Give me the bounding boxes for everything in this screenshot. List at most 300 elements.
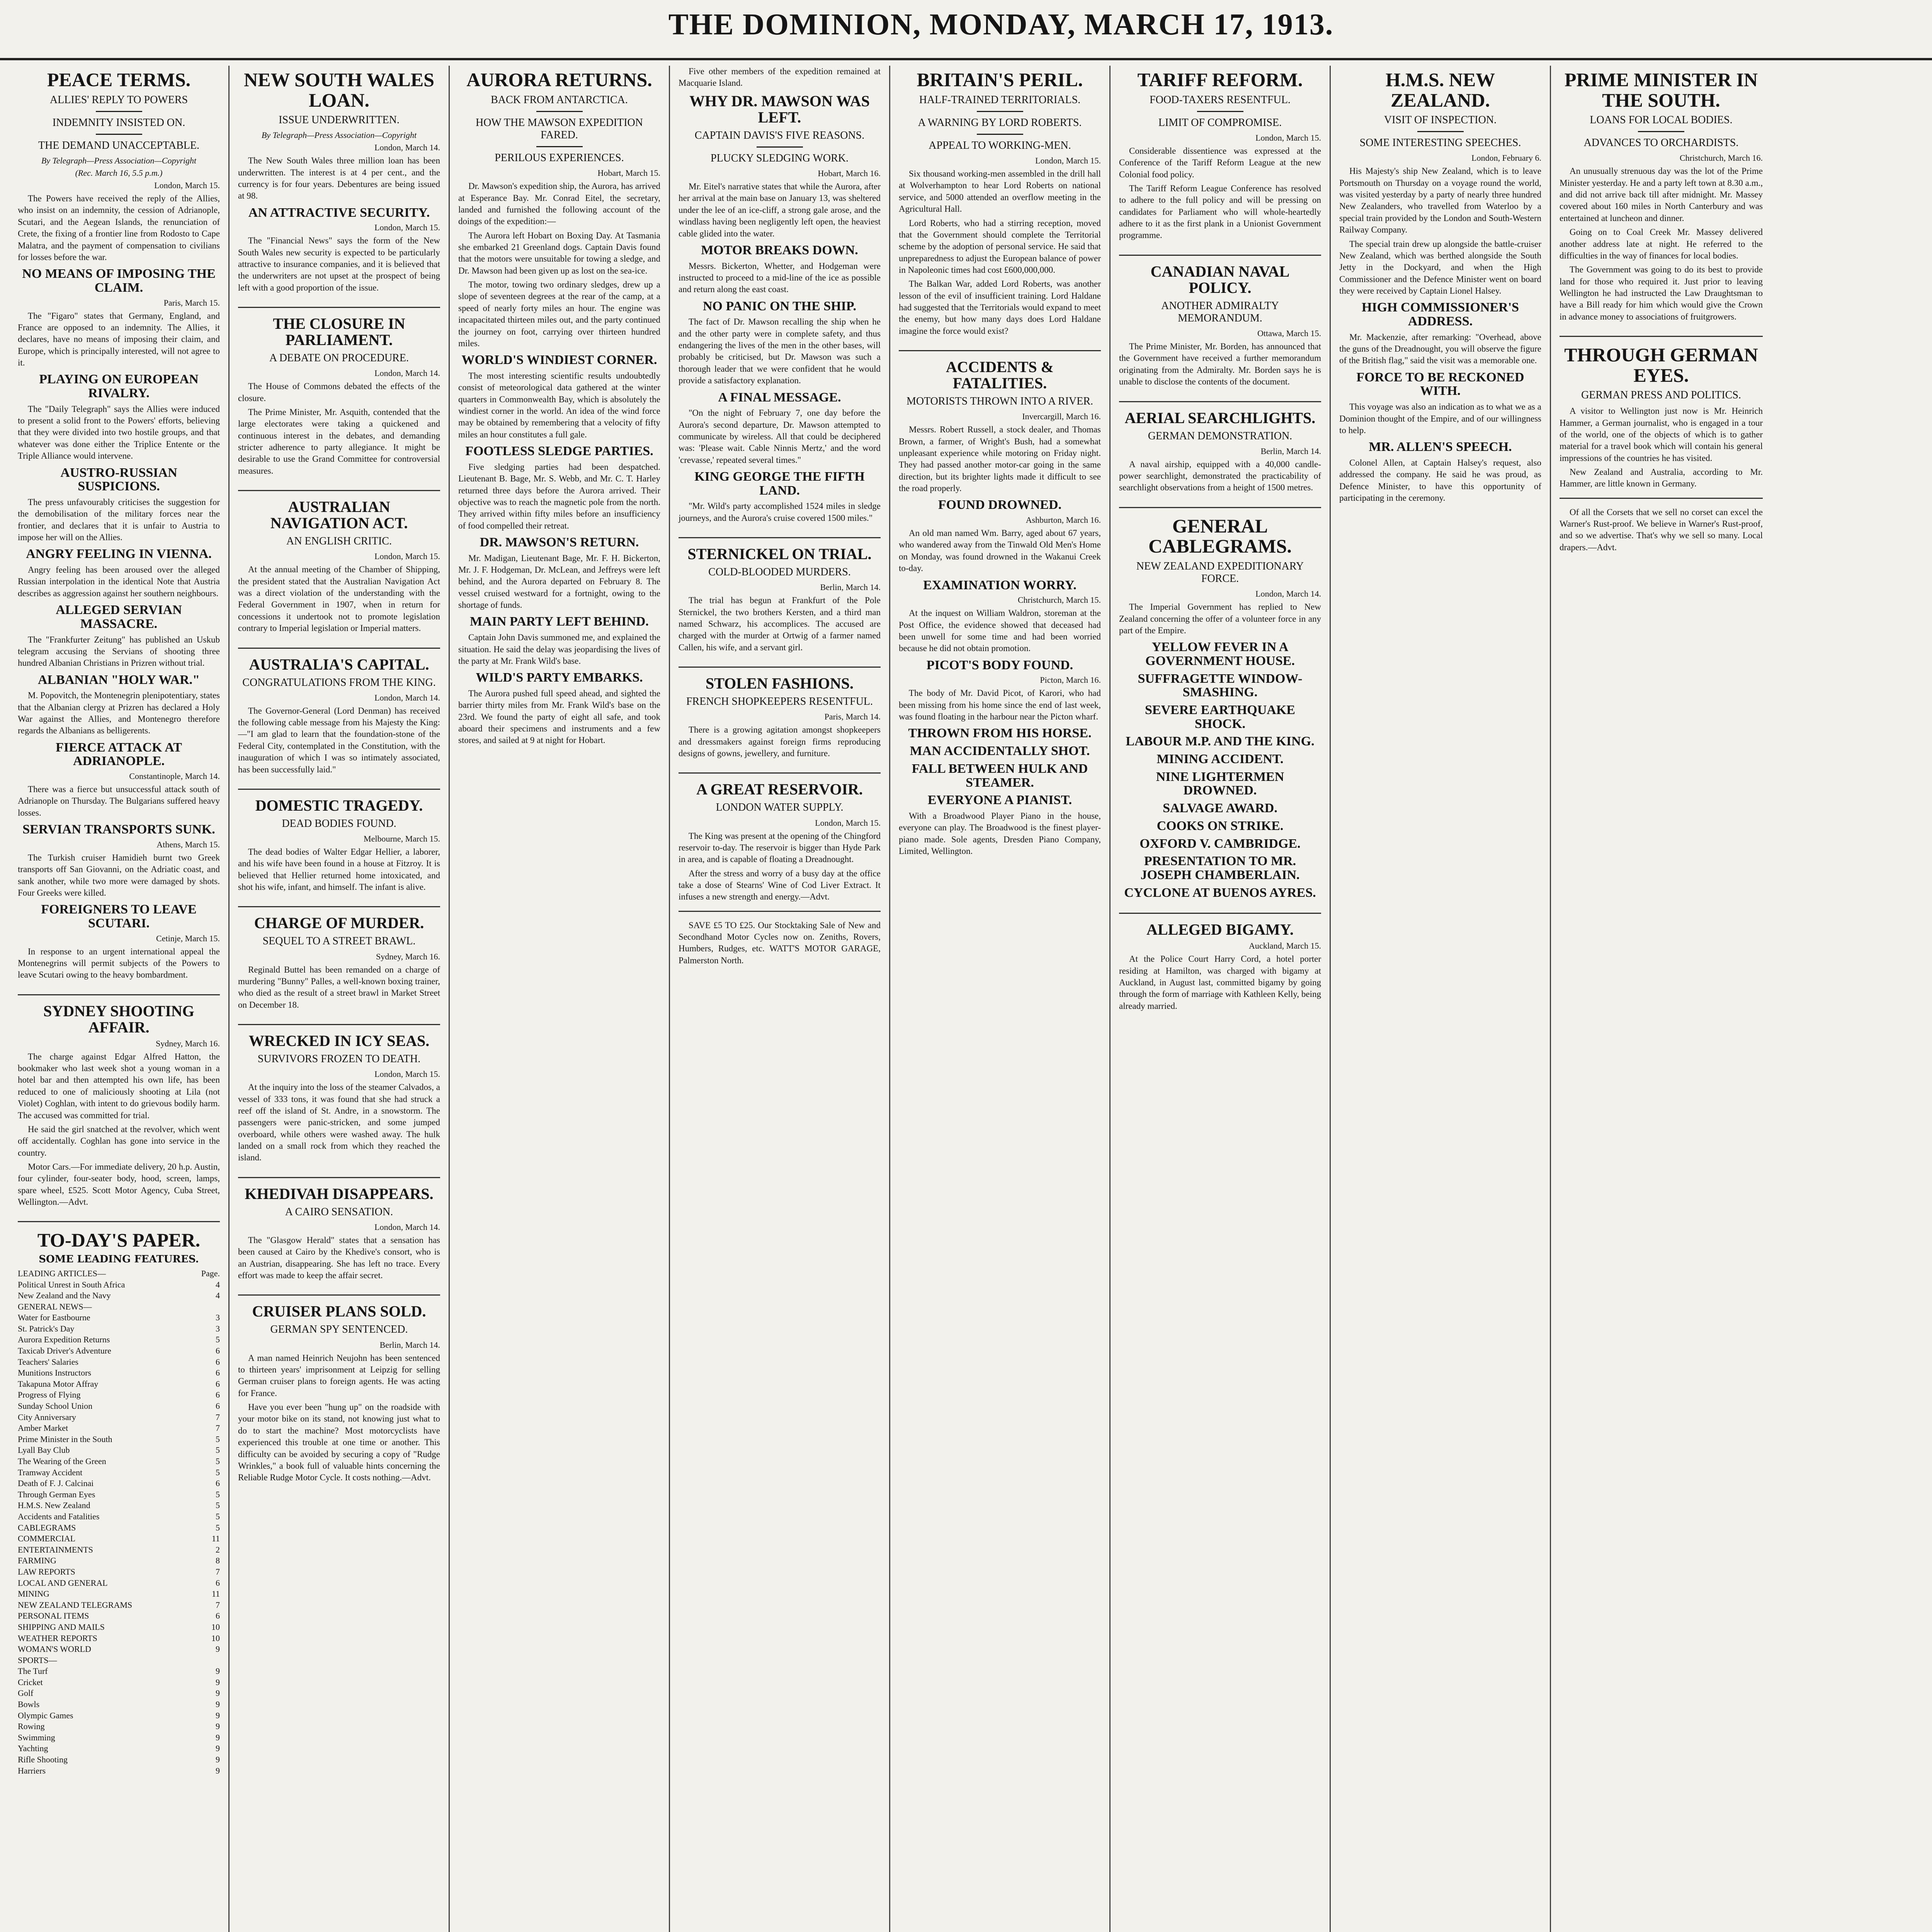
section-rule xyxy=(18,994,220,995)
paragraph: In response to an urgent international appeal the Montenegrins will permit subjects of the Powers to leave Scutari owing to the heavy bombardment. xyxy=(18,946,220,980)
story-through-german-eyes xyxy=(1560,345,1763,553)
story-britains-peril xyxy=(899,70,1101,337)
subheadline: MOTORISTS THROWN INTO A RIVER. xyxy=(906,395,1094,408)
toc-title: Through German Eyes xyxy=(18,1489,95,1499)
dateline: Picton, March 16. xyxy=(1040,675,1101,685)
headline: THE CLOSURE IN PARLIAMENT. xyxy=(273,315,405,349)
toc-row xyxy=(18,1379,220,1390)
section-rule xyxy=(1560,336,1763,337)
toc-row xyxy=(18,1290,220,1301)
subheadline: A DEBATE ON PROCEDURE. xyxy=(269,352,409,364)
divider xyxy=(536,111,583,112)
toc-row xyxy=(18,1655,220,1666)
section-heading: MR. ALLEN'S SPEECH. xyxy=(1369,440,1512,454)
toc-title: MINING xyxy=(18,1589,49,1599)
paragraph: The "Frankfurter Zeitung" has published an Uskub telegram accusing the Servians of shooting three hundred Albanian Christians in Prizren without trial. xyxy=(18,634,220,668)
toc-page: 4 xyxy=(216,1279,220,1289)
toc-page: 7 xyxy=(216,1412,220,1422)
dateline: London, March 15. xyxy=(154,180,220,190)
toc-row xyxy=(18,1754,220,1765)
paragraph: Lord Roberts, who had a stirring reception, moved that the Government should complete the Territorial scheme by the adoption of personal service. He said that unpreparedness to adjust the European balance of power in Napoleonic times had cost £600,000,000. xyxy=(899,218,1101,275)
paragraph: Five other members of the expedition remained at Macquarie Island. xyxy=(679,66,881,88)
dateline: London, March 15. xyxy=(374,1069,440,1079)
toc-row xyxy=(18,1334,220,1345)
section-rule xyxy=(1560,498,1763,499)
column-5 xyxy=(890,66,1111,1932)
dateline: Invercargill, March 16. xyxy=(1022,412,1101,422)
subheadline: VISIT OF INSPECTION. xyxy=(1384,114,1497,126)
subheadline: THE DEMAND UNACCEPTABLE. xyxy=(38,139,199,151)
dateline: Melbourne, March 15. xyxy=(364,834,440,844)
subheadline: GERMAN SPY SENTENCED. xyxy=(270,1323,408,1336)
section-heading: FORCE TO BE RECKONED WITH. xyxy=(1356,370,1524,398)
toc-page: 5 xyxy=(216,1456,220,1466)
section-heading: MINING ACCIDENT. xyxy=(1156,752,1284,767)
subheadline: HOW THE MAWSON EXPEDITION FARED. xyxy=(475,116,643,141)
section-heading: NO MEANS OF IMPOSING THE CLAIM. xyxy=(22,267,216,295)
section-heading: NO PANIC ON THE SHIP. xyxy=(702,299,857,313)
dateline: London, March 14. xyxy=(374,368,440,378)
subheadline: CAPTAIN DAVIS'S FIVE REASONS. xyxy=(694,129,865,141)
section-heading: NINE LIGHTERMEN DROWNED. xyxy=(1156,769,1284,798)
headline: AUSTRALIA'S CAPITAL. xyxy=(249,655,429,673)
paragraph: The "Daily Telegraph" says the Allies were induced to present a solid front to the Powers' efforts, believing that they were divided into two hostile groups, and that whatever was done either the Triplice Entente or the Triple Alliance would intervene. xyxy=(18,404,220,461)
toc-row xyxy=(18,1588,220,1600)
story-khedivah xyxy=(238,1186,440,1282)
toc-title: Tramway Accident xyxy=(18,1467,83,1477)
subheadline: GERMAN DEMONSTRATION. xyxy=(1148,430,1293,442)
section-rule xyxy=(679,667,881,668)
toc-row xyxy=(18,1611,220,1622)
toc-row xyxy=(18,1389,220,1401)
toc-title: SPORTS— xyxy=(18,1655,57,1665)
masthead-title: THE DOMINION, MONDAY, MARCH 17, 1913. xyxy=(668,7,1334,41)
columns xyxy=(9,66,1932,1932)
dateline: Athens, March 15. xyxy=(156,839,220,849)
toc-title: Yachting xyxy=(18,1743,48,1753)
column-2 xyxy=(230,66,450,1932)
dateline: (Rec. March 16, 5.5 p.m.) xyxy=(75,168,163,178)
paragraph: The "Figaro" states that Germany, England, and France are opposed to an indemnity. The Allies, it declares, have no means of imposing their claim, and Europe, which is principally interested, will not agree to it. xyxy=(18,311,220,368)
headline: SYDNEY SHOOTING AFFAIR. xyxy=(43,1002,194,1036)
toc-row xyxy=(18,1677,220,1688)
paragraph: The trial has begun at Frankfurt of the Pole Sternickel, the two brothers Kersten, and a third man named Schwarz, his accomplices. The accused are charged with the murder at Ortwig of a farmer named Callen, his wife, and a servant girl. xyxy=(679,595,881,652)
subheadline: A CAIRO SENSATION. xyxy=(285,1206,393,1218)
toc-row xyxy=(18,1721,220,1732)
headline: H.M.S. NEW ZEALAND. xyxy=(1385,69,1495,111)
toc-title: Cricket xyxy=(18,1677,43,1687)
toc-page: 5 xyxy=(216,1522,220,1532)
toc-title: Olympic Games xyxy=(18,1710,73,1720)
section-heading: THROWN FROM HIS HORSE. xyxy=(908,726,1092,741)
dateline: Christchurch, March 15. xyxy=(1017,595,1101,605)
section-rule xyxy=(1119,913,1321,914)
toc-page: 4 xyxy=(216,1291,220,1301)
story-hms-new-zealand xyxy=(1339,70,1541,504)
paragraph: The New South Wales three million loan has been underwritten. The interest is at 4 per cent., and the currency is for four years. Debentures are being issued at 98. xyxy=(238,156,440,201)
toc-page: 10 xyxy=(211,1633,220,1643)
paragraph: Considerable dissentience was expressed at the Conference of the Tariff Reform League at the new Colonial food policy. xyxy=(1119,146,1321,179)
subheadline: GERMAN PRESS AND POLITICS. xyxy=(1581,389,1741,401)
paragraph: The Balkan War, added Lord Roberts, was another lesson of the evil of insufficient training. Lord Haldane had suggested that the Territorials would expand to meet the enemy, but how many days does Lord Haldane imagine the force would exist? xyxy=(899,279,1101,336)
paragraph: The Powers have received the reply of the Allies, who insist on an indemnity, the cession of Adrianople, Scutari, and the Aegean Islands, the renunciation of Crete, the fixing of a frontier line from Rodosto to Cape Malatra, and the payment of compensation to civilians for losses before the war. xyxy=(18,194,220,262)
story-capital xyxy=(238,656,440,776)
headline: AUSTRALIAN NAVIGATION ACT. xyxy=(270,498,408,532)
dateline: Christchurch, March 16. xyxy=(1679,153,1763,163)
paragraph: New Zealand and Australia, according to Mr. Hammer, are little known in Germany. xyxy=(1560,467,1763,489)
paragraph: He said the girl snatched at the revolver, which went off accidentally. Coghlan has gone into service in the country. xyxy=(18,1124,220,1158)
toc-row xyxy=(18,1743,220,1754)
subheadline: LONDON WATER SUPPLY. xyxy=(716,801,844,814)
paragraph: Messrs. Robert Russell, a stock dealer, and Thomas Brown, a farmer, of Wright's Bush, had a somewhat unpleasant experience while motoring on Friday night. They had passed another motor-car going in the same direction, but its brighter lights made it difficult to see the road properly. xyxy=(899,425,1101,493)
table-of-contents xyxy=(18,1268,220,1776)
toc-page: 6 xyxy=(216,1611,220,1621)
toc-row xyxy=(18,1323,220,1335)
story-charge-of-murder xyxy=(238,915,440,1011)
paragraph: At the inquest on William Waldron, storeman at the Post Office, the evidence showed that deceased had been unwell for some time and had been worried because he did not obtain promotion. xyxy=(899,608,1101,653)
paragraph: An unusually strenuous day was the lot of the Prime Minister yesterday. He and a party left town at 8.30 a.m., and did not arrive back till after midnight. Mr. Massey covered about 160 miles in North Canterbury and was entertained at luncheon and dinner. xyxy=(1560,166,1763,223)
section-heading: OXFORD V. CAMBRIDGE. xyxy=(1139,836,1301,851)
toc-title: Harriers xyxy=(18,1765,46,1776)
toc-row xyxy=(18,1732,220,1743)
paragraph: The charge against Edgar Alfred Hatton, the bookmaker who last week shot a young woman in a hotel bar and then attempted his own life, has been reduced to one of maliciously shooting at Lila (not Violet) Coghlan, with intent to do grievous bodily harm. The accused was committed for trial. xyxy=(18,1051,220,1120)
toc-heading: SOME LEADING FEATURES. xyxy=(39,1253,199,1265)
divider xyxy=(757,146,803,148)
subheadline: HALF-TRAINED TERRITORIALS. xyxy=(919,94,1081,106)
section-rule xyxy=(1119,401,1321,402)
section-heading: MAIN PARTY LEFT BEHIND. xyxy=(470,614,649,629)
divider xyxy=(96,111,142,112)
toc-page: 6 xyxy=(216,1346,220,1356)
subheadline: DEAD BODIES FOUND. xyxy=(282,817,396,830)
story-canadian-naval xyxy=(1119,264,1321,388)
toc-title: Bowls xyxy=(18,1699,40,1709)
divider xyxy=(977,134,1023,135)
headline: DOMESTIC TRAGEDY. xyxy=(255,796,423,814)
toc-title: Munitions Instructors xyxy=(18,1368,92,1378)
paragraph: The Imperial Government has replied to New Zealand concerning the offer of a volunteer force in any part of the Empire. xyxy=(1119,602,1321,635)
paragraph: At the Police Court Harry Cord, a hotel porter residing at Hamilton, was charged with bigamy at Auckland, in August last, committed bigamy by going through the form of marriage with Kathleen Kelly, being already married. xyxy=(1119,954,1321,1011)
paragraph: Dr. Mawson's expedition ship, the Aurora, has arrived at Esperance Bay. Mr. Conrad Eitel, the secretary, landed and furnished the following account of the doings of the expedition:— xyxy=(458,181,660,226)
toc-row xyxy=(18,1544,220,1556)
toc-page: 5 xyxy=(216,1511,220,1521)
toc-title: FARMING xyxy=(18,1556,56,1566)
section-heading: YELLOW FEVER IN A GOVERNMENT HOUSE. xyxy=(1145,640,1295,668)
toc-title: WEATHER REPORTS xyxy=(18,1633,97,1643)
paragraph: The Turkish cruiser Hamidieh burnt two Greek transports off San Giovanni, on the Adriatic coast, and sank another, while two more were damaged by shots. Four Greeks were killed. xyxy=(18,852,220,898)
toc-row xyxy=(18,1566,220,1578)
subheadline: INDEMNITY INSISTED ON. xyxy=(52,116,185,129)
section-heading: SERVIAN TRANSPORTS SUNK. xyxy=(22,822,215,837)
column-8 xyxy=(1551,66,1771,1932)
subheadline: ADVANCES TO ORCHARDISTS. xyxy=(1583,137,1739,149)
section-rule xyxy=(1119,255,1321,256)
headline: AURORA RETURNS. xyxy=(466,69,652,90)
story-sternickel xyxy=(679,546,881,653)
headline: KHEDIVAH DISAPPEARS. xyxy=(245,1185,434,1202)
paragraph: A man named Heinrich Neujohn has been sentenced to thirteen years' imprisonment at Leipzig for selling German cruiser plans to foreign agents. He was acting for France. xyxy=(238,1353,440,1398)
toc-title: GENERAL NEWS— xyxy=(18,1301,92,1311)
toc-page: 5 xyxy=(216,1335,220,1345)
subheadline: SEQUEL TO A STREET BRAWL. xyxy=(262,935,416,947)
paragraph: His Majesty's ship New Zealand, which is to leave Portsmouth on Thursday on a voyage round the world, was visited yesterday by a party of nearly three hundred New Zealanders, who travelled from Waterloo by a special train provided by the London and South-Western Railway Company. xyxy=(1339,166,1541,235)
paragraph: There is a growing agitation amongst shopkeepers and dressmakers against foreign firms reproducing designs of gowns, jewellery, and furniture. xyxy=(679,725,881,758)
section-rule xyxy=(899,350,1101,351)
section-heading: MOTOR BREAKS DOWN. xyxy=(701,243,858,257)
toc-title: Sunday School Union xyxy=(18,1401,93,1411)
toc-page: 5 xyxy=(216,1434,220,1444)
toc-row xyxy=(18,1522,220,1534)
paragraph: "Mr. Wild's party accomplished 1524 miles in sledge journeys, and the Aurora's cruise covered 1500 miles." xyxy=(679,501,881,523)
paragraph: The Government was going to do its best to provide land for those who required it. Just prior to leaving Wellington he had instructed the Law Draughtsman to have a Bill ready for him which would give the Crown in advance money to associations of fruitgrowers. xyxy=(1560,265,1763,321)
section-heading: A FINAL MESSAGE. xyxy=(718,390,841,405)
toc-row xyxy=(18,1412,220,1423)
paragraph: The motor, towing two ordinary sledges, drew up a slope of seventeen degrees at the rear of the camp, at a speed of nearly forty miles an hour. The engine was incapacitated thirteen miles out, and the party continued the journey on foot, carrying over thirteen hundred miles. xyxy=(458,280,660,348)
toc-page: 9 xyxy=(216,1721,220,1731)
toc-page: 10 xyxy=(211,1622,220,1632)
toc-page: 7 xyxy=(216,1423,220,1433)
story-aerial-searchlights xyxy=(1119,410,1321,494)
subheadline: AN ENGLISH CRITIC. xyxy=(286,535,392,548)
toc-row xyxy=(18,1710,220,1721)
story-accidents xyxy=(899,359,1101,857)
toc-page: 9 xyxy=(216,1644,220,1654)
subheadline: SURVIVORS FROZEN TO DEATH. xyxy=(257,1053,421,1065)
column-6 xyxy=(1111,66,1331,1932)
section-heading: PICOT'S BODY FOUND. xyxy=(926,658,1073,672)
toc-title: The Turf xyxy=(18,1666,48,1676)
toc-title: Takapuna Motor Affray xyxy=(18,1379,99,1389)
toc-title: SHIPPING AND MAILS xyxy=(18,1622,105,1632)
subheadline: COLD-BLOODED MURDERS. xyxy=(708,566,851,578)
dateline: Berlin, March 14. xyxy=(1260,446,1321,456)
divider xyxy=(536,146,583,147)
toc-page: 8 xyxy=(216,1556,220,1566)
toc-page: 6 xyxy=(216,1368,220,1378)
section-heading: AN ATTRACTIVE SECURITY. xyxy=(248,205,430,220)
section-heading: FOREIGNERS TO LEAVE SCUTARI. xyxy=(41,902,197,930)
toc-title: LAW REPORTS xyxy=(18,1566,75,1577)
divider xyxy=(1417,131,1464,132)
toc-row xyxy=(18,1578,220,1589)
section-heading: COOKS ON STRIKE. xyxy=(1156,818,1284,833)
section-rule xyxy=(238,307,440,308)
dateline: London, March 15. xyxy=(815,818,881,828)
subheadline: PERILOUS EXPERIENCES. xyxy=(495,152,624,164)
story-nsw-loan xyxy=(238,70,440,294)
toc-row xyxy=(18,1478,220,1489)
subheadline: BACK FROM ANTARCTICA. xyxy=(491,94,628,106)
toc-title: PERSONAL ITEMS xyxy=(18,1611,89,1621)
paragraph: At the inquiry into the loss of the steamer Calvados, a vessel of 333 tons, it was found that she had struck a reef off the island of St. Andre, in a snowstorm. The passengers were panic-stricken, and some jumped overboard, while others were washed away. The hulk landed on a small rock from which they reached the island. xyxy=(238,1082,440,1163)
toc-page: 5 xyxy=(216,1500,220,1510)
headline: ACCIDENTS & FATALITIES. xyxy=(946,358,1054,392)
headline: TARIFF REFORM. xyxy=(1137,69,1303,90)
dateline: By Telegraph—Press Association—Copyright xyxy=(261,130,417,140)
dateline: London, March 15. xyxy=(374,551,440,561)
toc-title: Prime Minister in the South xyxy=(18,1434,112,1444)
toc-row xyxy=(18,1367,220,1379)
story-prime-minister xyxy=(1560,70,1763,323)
toc-row xyxy=(18,1699,220,1710)
dateline: Ashburton, March 16. xyxy=(1026,515,1101,525)
toc-page: 6 xyxy=(216,1478,220,1488)
subheadline: LIMIT OF COMPROMISE. xyxy=(1158,116,1282,129)
toc-title: Rowing xyxy=(18,1721,45,1731)
section-rule xyxy=(238,789,440,790)
toc-title: Teachers' Salaries xyxy=(18,1357,78,1367)
section-heading: PLAYING ON EUROPEAN RIVALRY. xyxy=(39,372,199,401)
subheadline: FRENCH SHOPKEEPERS RESENTFUL. xyxy=(686,696,873,708)
section-heading: KING GEORGE THE FIFTH LAND. xyxy=(694,469,865,498)
headline: GENERAL CABLEGRAMS. xyxy=(1148,515,1292,557)
divider xyxy=(977,111,1023,112)
story-wrecked xyxy=(238,1033,440,1164)
section-rule xyxy=(18,1221,220,1222)
column-1 xyxy=(9,66,230,1932)
advertisement: Motor Cars.—For immediate delivery, 20 h.p. Austin, four cylinder, four-seater body, hood, screen, lamps, spare wheel, £525. Scott Motor Agency, Cuba Street, Wellington.—Advt. xyxy=(18,1162,220,1207)
toc-page: 5 xyxy=(216,1467,220,1477)
story-cruiser-plans xyxy=(238,1303,440,1483)
story-alleged-bigamy xyxy=(1119,922,1321,1012)
paragraph: Reginald Buttel has been remanded on a charge of murdering "Bunny" Palles, a well-known boxing trainer, who died as the result of a street brawl in Market Street on December 18. xyxy=(238,964,440,1010)
paragraph: The Governor-General (Lord Denman) has received the following cable message from his Majesty the King:—"I am glad to learn that the foundation-stone of the Federal City, contemplated in the Constitution, with the inauguration of which I was so intimately associated, has been successfully laid." xyxy=(238,706,440,774)
toc-title: City Anniversary xyxy=(18,1412,76,1422)
toc-row xyxy=(18,1401,220,1412)
section-heading: LABOUR M.P. AND THE KING. xyxy=(1126,734,1315,749)
toc-page: Page. xyxy=(201,1268,220,1278)
toc-page: 3 xyxy=(216,1313,220,1323)
headline: A GREAT RESERVOIR. xyxy=(696,781,863,798)
headline: STOLEN FASHIONS. xyxy=(705,675,854,692)
toc-row xyxy=(18,1434,220,1445)
section-rule xyxy=(238,490,440,491)
headline: AERIAL SEARCHLIGHTS. xyxy=(1124,409,1316,427)
paragraph: Five sledging parties had been despatched. Lieutenant B. Bage, Mr. S. Webb, and Mr. C. T. Harley returned three days before the Aurora arrived. Their objective was to reach the magnetic pole from the north. They arrived within fifty miles before an insufficiency of food compelled their retreat. xyxy=(458,462,660,531)
toc-page: 9 xyxy=(216,1765,220,1776)
toc-title: WOMAN'S WORLD xyxy=(18,1644,91,1654)
toc-page: 9 xyxy=(216,1732,220,1742)
toc-page: 5 xyxy=(216,1445,220,1455)
dateline: London, March 14. xyxy=(374,143,440,153)
subheadline: APPEAL TO WORKING-MEN. xyxy=(929,139,1071,151)
paragraph: The King was present at the opening of the Chingford reservoir to-day. The reservoir is bigger than Hyde Park in area, and is capable of floating a Dreadnought. xyxy=(679,831,881,864)
subheadline: LOANS FOR LOCAL BODIES. xyxy=(1590,114,1733,126)
section-heading: CYCLONE AT BUENOS AYRES. xyxy=(1124,885,1316,900)
paragraph: This voyage was also an indication as to what we as a Dominion thought of the Empire, and of our willingness to help. xyxy=(1339,402,1541,435)
toc-page: 9 xyxy=(216,1755,220,1765)
toc-row xyxy=(18,1511,220,1522)
section-heading: EXAMINATION WORRY. xyxy=(923,578,1077,592)
headline: CHARGE OF MURDER. xyxy=(254,914,424,932)
dateline: Paris, March 14. xyxy=(824,712,881,722)
toc-row xyxy=(18,1622,220,1633)
headline: BRITAIN'S PERIL. xyxy=(917,69,1083,90)
toc-row xyxy=(18,1500,220,1511)
headline: TO-DAY'S PAPER. xyxy=(37,1229,201,1251)
paragraph: Going on to Coal Creek Mr. Massey delivered another address late at night. He referred to the difficulties in the way of finances for local bodies. xyxy=(1560,227,1763,260)
section-heading: DR. MAWSON'S RETURN. xyxy=(480,535,639,549)
toc-row xyxy=(18,1489,220,1500)
subheadline: ISSUE UNDERWRITTEN. xyxy=(279,114,400,126)
toc-row xyxy=(18,1533,220,1544)
toc-page: 6 xyxy=(216,1379,220,1389)
toc-page: 11 xyxy=(211,1589,220,1599)
toc-page: 2 xyxy=(216,1544,220,1554)
section-heading: MAN ACCIDENTALLY SHOT. xyxy=(910,744,1090,759)
section-heading: FIERCE ATTACK AT ADRIANOPLE. xyxy=(56,740,182,769)
divider xyxy=(96,134,142,135)
toc-row xyxy=(18,1688,220,1699)
dateline: Ottawa, March 15. xyxy=(1257,328,1321,338)
dateline: London, March 15. xyxy=(1035,156,1101,166)
toc-page: 6 xyxy=(216,1390,220,1400)
divider xyxy=(1638,131,1684,132)
dateline: Paris, March 15. xyxy=(163,298,220,308)
headline: PRIME MINISTER IN THE SOUTH. xyxy=(1564,69,1758,111)
dateline: Constantinople, March 14. xyxy=(129,771,220,781)
advertisement: With a Broadwood Player Piano in the house, everyone can play. The Broadwood is the finest player-piano made. Sole agents, Dresden Piano Company, Limited, Wellington. xyxy=(899,811,1101,856)
paragraph: The press unfavourably criticises the suggestion for the demobilisation of the military forces near the frontier, and declares that it is unfair to Austria to impose her will on the Allies. xyxy=(18,497,220,543)
section-rule xyxy=(238,1294,440,1296)
section-rule xyxy=(238,648,440,649)
headline: WRECKED IN ICY SEAS. xyxy=(248,1032,430,1050)
toc-title: Accidents and Fatalities xyxy=(18,1511,100,1521)
paragraph: The most interesting scientific results undoubtedly consist of meteorological data gathered at the winter quarters in Commonwealth Bay, which is absolutely the windiest corner in the world. An idea of the wind force may be obtained by remembering that a velocity of fifty miles an hour constitutes a full gale. xyxy=(458,371,660,439)
toc-title: Progress of Flying xyxy=(18,1390,81,1400)
paragraph: At the annual meeting of the Chamber of Shipping, the president stated that the Australian Navigation Act was a direct violation of the understanding with the Federal Government in 1907, when in return for concessions it undertook not to promote legislation contrary to Imperial legislation or Imperial matters. xyxy=(238,565,440,633)
section-heading: SUFFRAGETTE WINDOW-SMASHING. xyxy=(1138,671,1303,700)
toc-row xyxy=(18,1279,220,1291)
advertisement: SAVE £5 TO £25. Our Stocktaking Sale of New and Secondhand Motor Cycles now on. Zeniths, Rovers, Humbers, Rudges, etc. WATT'S MOTOR GARAGE, Palmerston North. xyxy=(679,920,881,965)
divider xyxy=(1197,111,1243,112)
toc-page: 6 xyxy=(216,1578,220,1588)
toc-row xyxy=(18,1600,220,1611)
story-aurora-returns xyxy=(458,70,660,747)
paragraph: There was a fierce but unsuccessful attack south of Adrianople on Thursday. The Bulgarians suffered heavy losses. xyxy=(18,784,220,818)
headline: NEW SOUTH WALES LOAN. xyxy=(244,69,434,111)
toc-page: 3 xyxy=(216,1323,220,1333)
headline: WHY DR. MAWSON WAS LEFT. xyxy=(689,92,870,126)
toc-title: Death of F. J. Calcinai xyxy=(18,1478,94,1488)
headline: CANADIAN NAVAL POLICY. xyxy=(1150,262,1290,296)
section-heading: ALBANIAN "HOLY WAR." xyxy=(37,672,200,687)
paragraph: Angry feeling has been aroused over the alleged Russian interpolation in the identical Note that Austria describes as aggression against her southern neighbours. xyxy=(18,565,220,598)
paragraph: The "Financial News" says the form of the New South Wales new security is expected to be particularly attractive to insurance companies, and it is believed that the underwriters are not upset at the prospect of being left with a good proportion of the issue. xyxy=(238,236,440,293)
toc-row xyxy=(18,1456,220,1467)
section-heading: FALL BETWEEN HULK AND STEAMER. xyxy=(912,761,1088,790)
dateline: Berlin, March 14. xyxy=(820,582,881,592)
dateline: Berlin, March 14. xyxy=(379,1340,440,1350)
toc-page: 9 xyxy=(216,1710,220,1720)
story-domestic-tragedy xyxy=(238,798,440,893)
paragraph: The "Glasgow Herald" states that a sensation has been caused at Cairo by the Khedive's consort, who is an Austrian, disappearing. She has left no trace. Every effort was made to keep the affair secret. xyxy=(238,1235,440,1281)
toc-title: Lyall Bay Club xyxy=(18,1445,70,1455)
toc-title: Water for Eastbourne xyxy=(18,1313,90,1323)
advertisement: Of all the Corsets that we sell no corset can excel the Warner's Rust-proof. We believe in Warner's Rust-proof, and so we advertise. That's why we sell so many. Local drapers.—Advt. xyxy=(1560,507,1763,552)
toc-page: 6 xyxy=(216,1401,220,1411)
subheadline: A WARNING BY LORD ROBERTS. xyxy=(918,116,1082,129)
story-general-cablegrams xyxy=(1119,516,1321,900)
dateline: London, March 15. xyxy=(374,223,440,233)
story-todays-paper xyxy=(18,1230,220,1776)
toc-row xyxy=(18,1445,220,1456)
section-heading: FOOTLESS SLEDGE PARTIES. xyxy=(465,444,653,459)
toc-title: LEADING ARTICLES— xyxy=(18,1268,106,1278)
toc-title: Aurora Expedition Returns xyxy=(18,1335,110,1345)
dateline: Hobart, March 15. xyxy=(597,168,660,178)
advertisement: Have you ever been "hung up" on the roadside with your motor bike on its stand, not knowing just what to do to start the machine? Most motorcyclists have experienced this trouble at one time or another. This difficulty can be avoided by securing a copy of "Rudge Wrinkles," a book full of valuable hints concerning the Reliable Rudge Motor Cycle. It costs nothing.—Advt. xyxy=(238,1402,440,1483)
